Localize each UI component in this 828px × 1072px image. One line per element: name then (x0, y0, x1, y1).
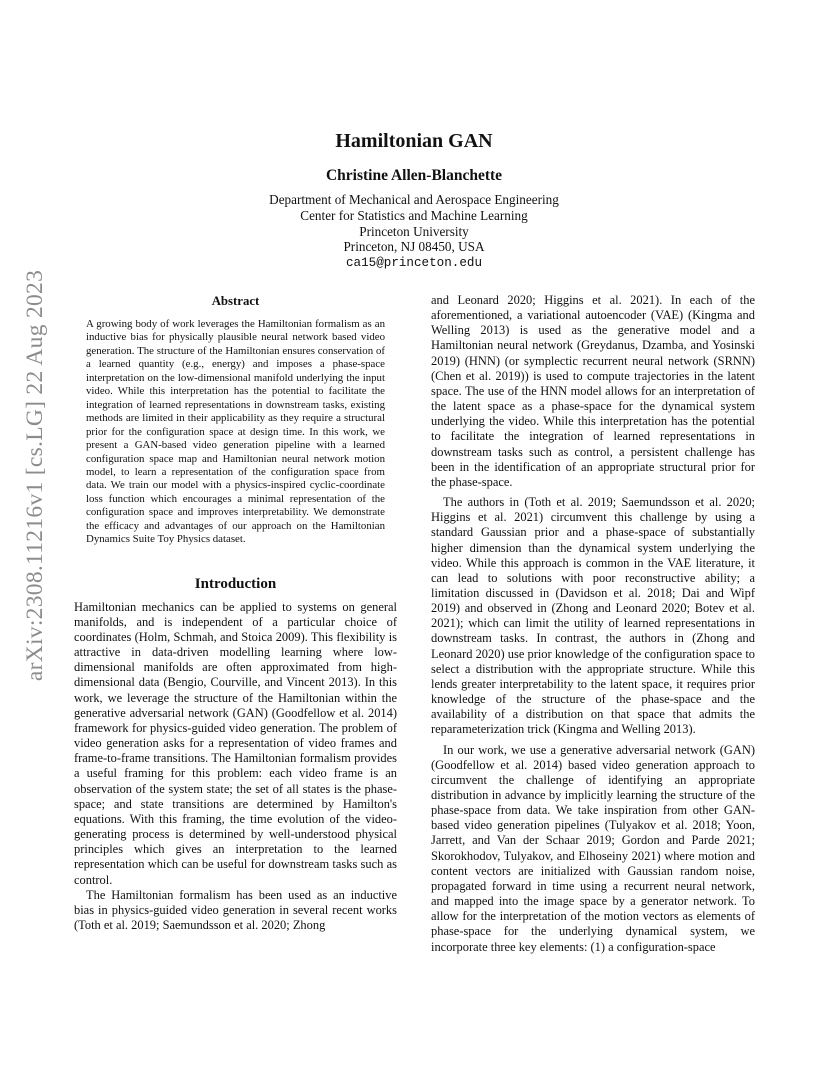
left-column (74, 293, 397, 933)
arxiv-identifier-text: arXiv:2308.11216v1 [cs.LG] 22 Aug 2023 (22, 269, 49, 681)
body-paragraph: The Hamiltonian formalism has been used as an inductive bias in physics-guided video generation in several recent works (Toth et al. 2019; Saemundsson et al. 2020; Zhong (74, 887, 397, 932)
body-paragraph: The authors in (Toth et al. 2019; Saemundsson et al. 2020; Higgins et al. 2021) circumvent this challenge by using a standard Gaussian prior and a phase-space of substantially higher dimension than the dynamical system underlying the video. While this approach is common in the VAE literature, it can lead to solutions with poor reconstructive ability; a limitation discussed in (Davidson et al. 2018; Dai and Wipf 2019) and observed in (Zhong and Leonard 2020; Botev et al. 2021); which can limit the utility of learned representations in downstream tasks. In contrast, the authors in (Zhong and Leonard 2020) use prior knowledge of the configuration space to select a distribution with the appropriate structure. While this lends greater interpretability to the latent space, it requires prior knowledge of the structure of the phase-space and the availability of a distribution on that space that admits the reparameterization trick (Kingma and Welling 2013). (431, 495, 755, 737)
introduction-section (74, 575, 397, 933)
body-paragraph: and Leonard 2020; Higgins et al. 2021). In each of the aforementioned, a variational autoencoder (VAE) (Kingma and Welling 2013) is used as the generative model and a Hamiltonian neural network (Greydanus, Dzamba, and Yosinski 2019) (HNN) (or symplectic recurrent neural network (SRNN) (Chen et al. 2019)) is used to compute trajectories in the latent space. The use of the HNN model allows for an interpretation of the latent space as a phase-space for the dynamical system underlying the video. While this interpretation has the potential to facilitate the integration of learned representations in downstream tasks such as control, a persistent challenge has been in the identification of an appropriate structural prior for the phase-space. (431, 293, 755, 489)
affiliation-center: Center for Statistics and Machine Learning (300, 207, 528, 223)
affiliation-address: Princeton, NJ 08450, USA (343, 239, 485, 255)
affiliation-department: Department of Mechanical and Aerospace Engineering (269, 192, 559, 207)
author-name: Christine Allen-Blanchette (325, 167, 503, 184)
author-email: ca15@princeton.edu (345, 256, 483, 271)
affiliation-university: Princeton University (359, 223, 469, 239)
abstract-heading: Abstract (211, 294, 260, 308)
right-column (431, 293, 755, 955)
paper-header (0, 128, 828, 271)
introduction-heading: Introduction (194, 575, 277, 592)
body-paragraph: Hamiltonian mechanics can be applied to systems on general manifolds, and is independent of a particular choice of coordinates (Holm, Schmah, and Stoica 2009). This flexibility is attractive in data-driven modelling learning where low-dimensional manifolds are often approximated from high-dimensional data (Bengio, Courville, and Vincent 2013). In this work, we leverage the structure of the Hamiltonian within the generative adversarial network (GAN) (Goodfellow et al. 2014) framework for physics-guided video generation. The problem of video generation asks for a representation of video frames and frame-to-frame transitions. The Hamiltonian formalism provides a useful framing for this problem: each video frame is an observation of the system state; the set of all states is the phase-space; and state transitions are determined by Hamilton's equations. With this framing, the time evolution of the video-generating process is determined by well-understood physical principles which gives an interpretation to the learned representation which can be useful for downstream tasks such as control. (74, 599, 397, 887)
abstract-text: A growing body of work leverages the Hamiltonian formalism as an inductive bias for physically plausible neural network based video generation. The structure of the Hamiltonian ensures conservation of a learned quantity (e.g., energy) and imposes a phase-space interpretation on the low-dimensional manifold underlying the input video. While this interpretation has the potential to facilitate the integration of learned representations in downstream tasks, existing methods are limited in their applicability as they require a structural prior for the configuration space at design time. In this work, we present a GAN-based video generation pipeline with a learned configuration space map and Hamiltonian neural network motion model, to learn a representation of the configuration space from data. We train our model with a physics-inspired cyclic-coordinate loss function which encourages a minimal representation of the configuration space and improves interpretability. We demonstrate the efficacy and advantages of our approach on the Hamiltonian Dynamics Suite Toy Physics dataset. (86, 318, 385, 546)
paper-title: Hamiltonian GAN (335, 130, 493, 152)
body-paragraph: In our work, we use a generative adversarial network (GAN) (Goodfellow et al. 2014) based video generation approach to circumvent the challenge of identifying an appropriate distribution in advance by implicitly learning the structure of the phase-space from data. We take inspiration from other GAN-based video generation pipelines (Tulyakov et al. 2018; Yoon, Jarrett, and Van der Schaar 2019; Gordon and Parde 2021; Skorokhodov, Tulyakov, and Elhoseiny 2021) where motion and content vectors are initialized with Gaussian random noise, propagated forward in time using a recurrent neural network, and mapped into the image space by a generator network. To allow for the interpretation of the motion vectors as elements of phase-space for the underlying dynamical system, we incorporate three key elements: (1) a configuration-space (431, 742, 755, 954)
arxiv-identifier-stamp (8, 270, 64, 680)
